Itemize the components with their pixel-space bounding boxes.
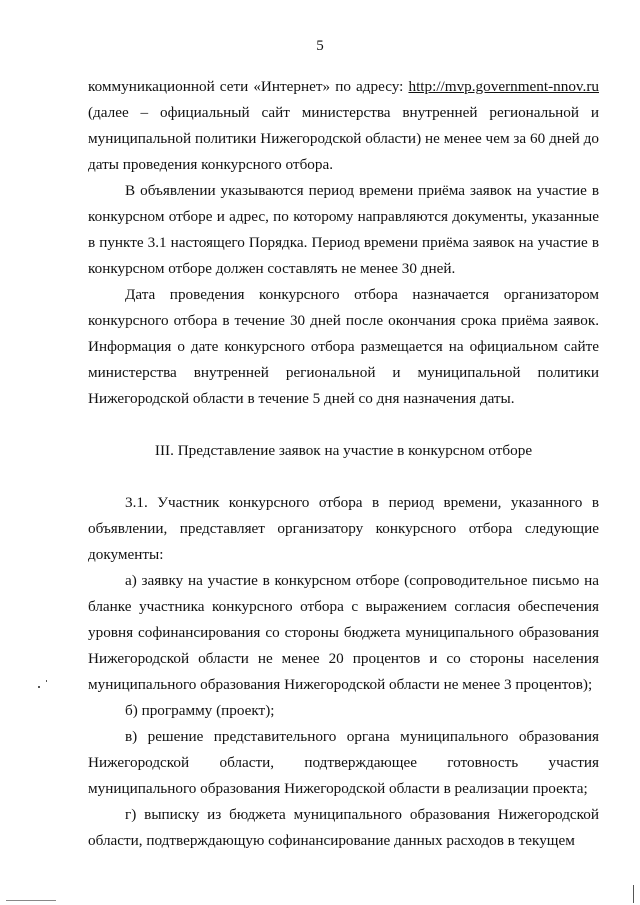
page-number: 5 xyxy=(316,38,324,54)
list-item-a: а) заявку на участие в конкурсном отборе (сопроводительное письмо на бланке участника конкурсного отбора с выражением согласия обеспечения уровня софинансирования со стороны бюджета муниципального образования Нижегородской области не менее 20 процентов и со стороны населения муниципального образования Нижегородской области не менее 3 процентов); xyxy=(88,572,599,693)
scan-artifact xyxy=(633,885,634,903)
paragraph-selection-date: Дата проведения конкурсного отбора назначается организатором конкурсного отбора в течение 30 дней после окончания срока приёма заявок. Информация о дате конкурсного отбора размещается на официальном сайте министерства внутренней региональной и муниципальной политики Нижегородской области в течение 5 дней со дня назначения даты. xyxy=(88,286,599,407)
ministry-website-link[interactable]: http://mvp.government-nnov.ru xyxy=(408,78,599,95)
scan-artifact xyxy=(46,680,47,682)
paragraph-announcement: В объявлении указываются период времени приёма заявок на участие в конкурсном отборе и адрес, по которому направляются документы, указанные в пункте 3.1 настоящего Порядка. Период времени приёма заявок на участие в конкурсном отборе должен составлять не менее 30 дней. xyxy=(88,182,599,277)
paragraph-official-site-suffix: (далее – официальный сайт министерства внутренней региональной и муниципальной политики Нижегородской области) не менее чем за 60 дней до даты проведения конкурсного отбора. xyxy=(88,104,599,173)
scan-artifact xyxy=(38,686,40,688)
list-item-v: в) решение представительного органа муниципального образования Нижегородской области, подтверждающее готовность участия муниципального образования Нижегородской области в реализации проекта; xyxy=(88,728,599,797)
scan-artifact xyxy=(6,900,56,901)
list-item-g: г) выписку из бюджета муниципального образования Нижегородской области, подтверждающую софинансирование данных расходов в текущем xyxy=(88,806,599,849)
document-body xyxy=(88,74,599,854)
paragraph-official-site xyxy=(88,74,599,178)
section-heading: III. Представление заявок на участие в конкурсном отборе xyxy=(154,442,533,459)
paragraph-official-site-prefix: коммуникационной сети «Интернет» по адресу: xyxy=(88,78,409,95)
list-item-b: б) программу (проект); xyxy=(125,702,275,719)
paragraph-3-1: 3.1. Участник конкурсного отбора в период времени, указанного в объявлении, представляет организатору конкурсного отбора следующие документы: xyxy=(88,494,599,563)
